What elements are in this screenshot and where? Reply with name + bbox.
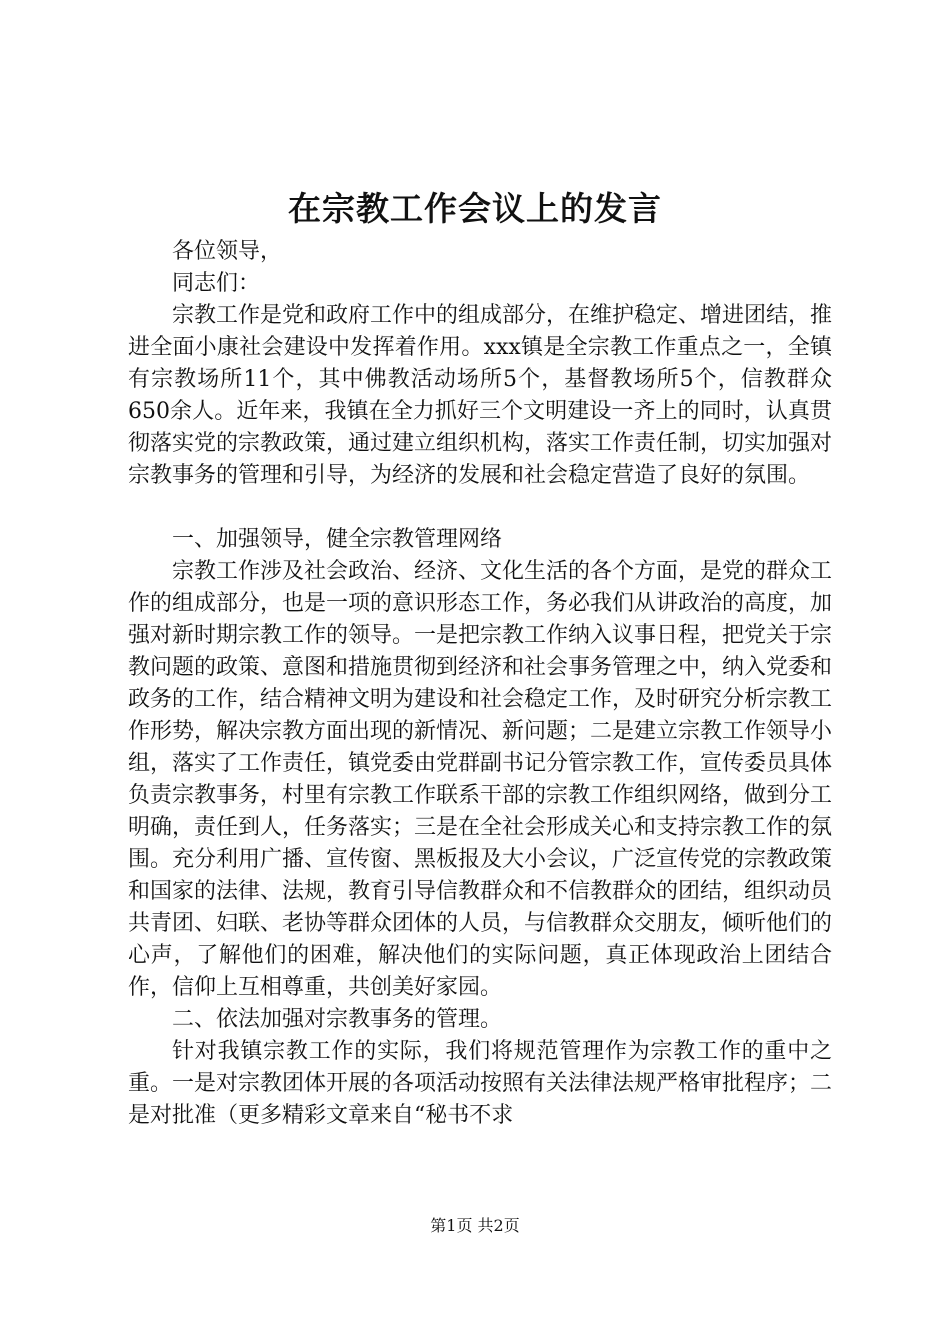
salutation-leaders: 各位领导， — [172, 239, 283, 264]
section-1-paragraph: 宗教工作涉及社会政治、经济、文化生活的各个方面，是党的群众工作的组成部分，也是一项的意识形态工作，务必我们从讲政治的高度，加强对新时期宗教工作的领导。一是把宗教工作纳入议事日程，把党关于宗教问题的政策、意图和措施贯彻到经济和社会事务管理之中，纳入党委和政务的工作，结合精神文明为建设和社会稳定工作，及时研究分析宗教工作形势，解决宗教方面出现的新情况、新问题；二是建立宗教工作领导小组，落实了工作责任，镇党委由党群副书记分管宗教工作，宣传委员具体负责宗教事务，村里有宗教工作联系干部的宗教工作组织网络，做到分工明确，责任到人，任务落实；三是在全社会形成关心和支持宗教工作的氛围。充分利用广播、宣传窗、黑板报及大小会议，广泛宣传党的宗教政策和国家的法律、法规，教育引导信教群众和不信教群众的团结，组织动员共青团、妇联、老协等群众团体的人员，与信教群众交朋友，倾听他们的心声，了解他们的困难，解决他们的实际问题，真正体现政治上团结合作，信仰上互相尊重，共创美好家园。 — [128, 559, 833, 1000]
section-heading-2: 二、依法加强对宗教事务的管理。 — [172, 1007, 503, 1032]
intro-paragraph: 宗教工作是党和政府工作中的组成部分，在维护稳定、增进团结，推进全面小康社会建设中发挥着作用。xxx镇是全宗教工作重点之一，全镇有宗教场所11个，其中佛教活动场所5个，基督教场所5个，信教群众650余人。近年来，我镇在全力抓好三个文明建设一齐上的同时，认真贯彻落实党的宗教政策，通过建立组织机构，落实工作责任制，切实加强对宗教事务的管理和引导，为经济的发展和社会稳定营造了良好的氛围。 — [128, 303, 833, 488]
document-title: 在宗教工作会议上的发言 — [288, 189, 662, 228]
section-heading-1: 一、加强领导，健全宗教管理网络 — [172, 527, 503, 552]
document-body — [128, 236, 832, 1132]
section-2-paragraph: 针对我镇宗教工作的实际，我们将规范管理作为宗教工作的重中之重。一是对宗教团体开展的各项活动按照有关法律法规严格审批程序；二是对批准（更多精彩文章来自“秘书不求 — [128, 1039, 833, 1128]
salutation-comrades: 同志们： — [172, 271, 261, 296]
page-footer: 第1页 共2页 — [430, 1216, 520, 1235]
